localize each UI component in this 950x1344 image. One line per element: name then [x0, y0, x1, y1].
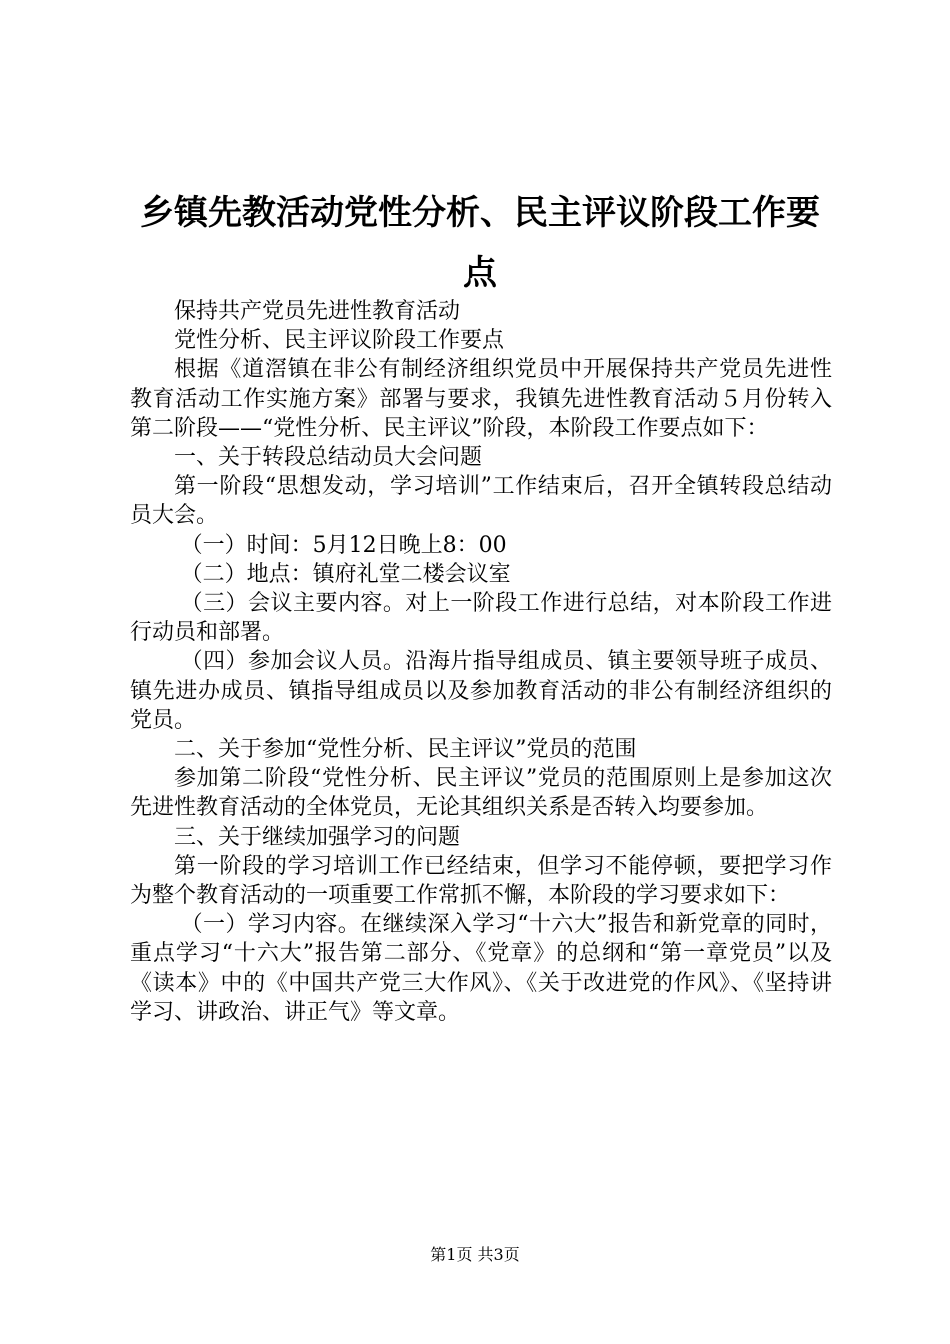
section-heading: 一、关于转段总结动员大会问题	[174, 445, 483, 471]
document-body	[130, 297, 832, 1027]
list-item: （三）会议主要内容。对上一阶段工作进行总结，对本阶段工作进行动员和部署。	[130, 591, 832, 646]
paragraph: 第一阶段“思想发动，学习培训”工作结束后，召开全镇转段总结动员大会。	[130, 474, 832, 529]
list-item: （一）学习内容。在继续深入学习“十六大”报告和新党章的同时，重点学习“十六大”报告第二部分、《党章》的总纲和“第一章党员”以及《读本》中的《中国共产党三大作风》、《关于改进党的作风》、《坚持讲学习、讲政治、讲正气》等文章。	[130, 912, 832, 1025]
paragraph: 参加第二阶段“党性分析、民主评议”党员的范围原则上是参加这次先进性教育活动的全体党员，无论其组织关系是否转入均要参加。	[130, 766, 832, 821]
section-heading: 三、关于继续加强学习的问题	[174, 824, 461, 850]
paragraph: 保持共产党员先进性教育活动	[174, 299, 461, 324]
document-title: 乡镇先教活动党性分析、民主评议阶段工作要点	[140, 193, 820, 293]
list-item: （四）参加会议人员。沿海片指导组成员、镇主要领导班子成员、镇先进办成员、镇指导组成员以及参加教育活动的非公有制经济组织的党员。	[130, 649, 832, 733]
section-heading: 二、关于参加“党性分析、民主评议”党员的范围	[174, 737, 637, 763]
paragraph: 根据《道滘镇在非公有制经济组织党员中开展保持共产党员先进性教育活动工作实施方案》部署与要求，我镇先进性教育活动５月份转入第二阶段——“党性分析、民主评议”阶段，本阶段工作要点如下：	[130, 357, 832, 441]
list-item: （二）地点：镇府礼堂二楼会议室	[180, 561, 511, 587]
paragraph: 党性分析、民主评议阶段工作要点	[174, 328, 505, 354]
page-footer: 第1页 共3页	[430, 1245, 520, 1264]
list-item: （一）时间：5月12日晚上8：00	[180, 532, 507, 558]
paragraph: 第一阶段的学习培训工作已经结束，但学习不能停顿，要把学习作为整个教育活动的一项重要工作常抓不懈，本阶段的学习要求如下：	[130, 853, 832, 909]
